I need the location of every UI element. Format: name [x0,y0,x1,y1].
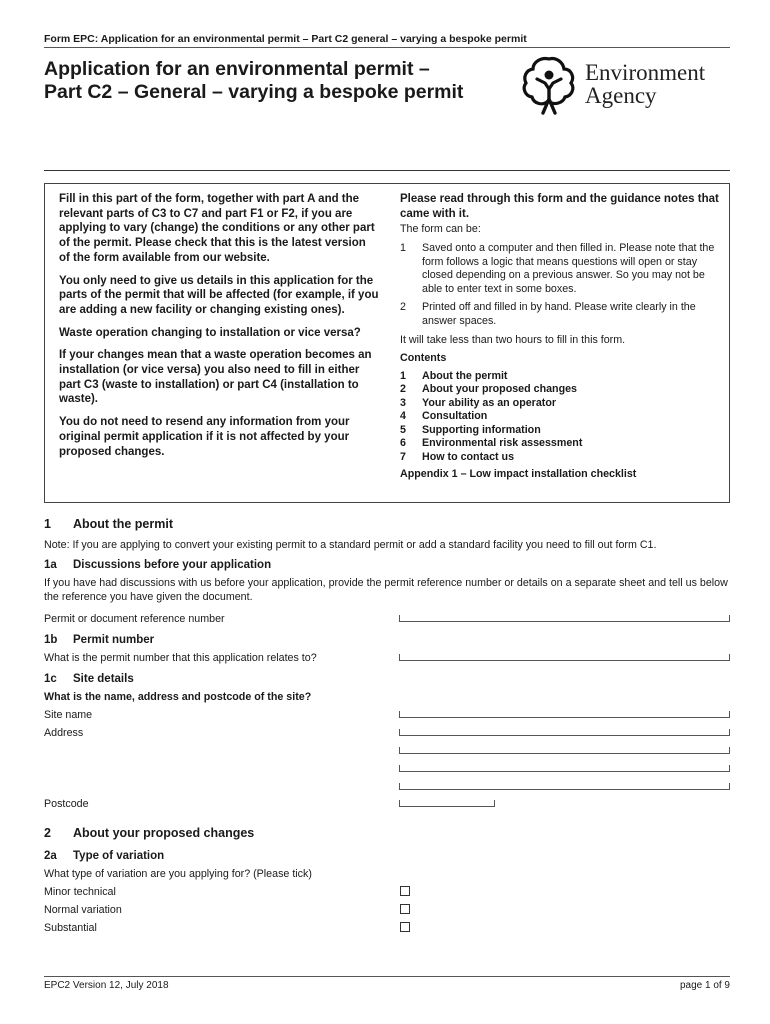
contents-item[interactable] [400,397,722,411]
contents-item-number: 6 [400,437,406,450]
contents-item-number: 4 [400,410,406,423]
tree-person-logo-icon [521,55,577,115]
footer-version: EPC2 Version 12, July 2018 [44,980,169,991]
section-title: About the permit [73,517,173,531]
address-field-line3[interactable] [399,765,730,772]
option-1 [400,242,722,296]
substantial-checkbox[interactable] [400,922,410,932]
contents-list [400,370,722,465]
contents-item-number: 1 [400,369,406,382]
contents-item-label: About your proposed changes [422,383,577,396]
intro-paragraph: If your changes mean that a waste operation becomes an installation (or vice versa) you also need to fill in either part C3 (waste to installation) or part C4 (installation to waste). [59,349,372,406]
option-2-text: Printed off and filled in by hand. Please write clearly in the answer spaces. [422,301,696,327]
address-field-line1[interactable] [399,729,730,736]
header-divider [44,47,730,48]
section-number: 2 [44,826,51,840]
contents-item-number: 2 [400,383,406,396]
contents-appendix[interactable]: Appendix 1 – Low impact installation checklist [400,468,637,481]
permit-number-field[interactable] [399,654,730,661]
substantial-label: Substantial [44,922,97,934]
section-2-heading [44,826,254,840]
section-1-note: Note: If you are applying to convert your existing permit to a standard permit or add a standard facility you need to fill out form C1. [44,539,657,551]
subsection-number: 1b [44,634,58,646]
section-number: 1 [44,517,51,531]
option-2-number: 2 [400,301,406,314]
logo-text-line2: Agency [585,83,657,108]
contents-item[interactable] [400,424,722,438]
intro-paragraph: Fill in this part of the form, together with part A and the relevant parts of C3 to C7 and part F1 or F2, if you are applying to vary (change) the conditions or any other part of the permit. Please check that this is the latest version of the form available from our website. [59,193,375,264]
subsection-number: 1c [44,673,57,685]
normal-variation-checkbox[interactable] [400,904,410,914]
page-title-line1: Application for an environmental permit – [44,58,430,80]
contents-item-number: 5 [400,423,406,436]
address-label: Address [44,727,84,739]
contents-item[interactable] [400,437,722,451]
contents-item-label: Your ability as an operator [422,396,557,409]
permit-number-label: What is the permit number that this application relates to? [44,652,317,664]
subsection-title: Site details [73,673,134,685]
intro-guidance [400,192,722,482]
contents-item-number: 3 [400,396,406,409]
time-estimate: It will take less than two hours to fill in this form. [400,333,626,346]
form-header: Form EPC: Application for an environmental permit – Part C2 general – varying a bespoke permit [44,33,527,45]
reference-number-label: Permit or document reference number [44,613,225,625]
normal-variation-label: Normal variation [44,904,122,916]
subsection-title: Discussions before your application [73,559,272,571]
section-title: About your proposed changes [73,826,255,840]
contents-item-label: Supporting information [422,423,541,436]
section-1-heading [44,517,173,531]
contents-item-label: About the permit [422,369,508,382]
reference-number-field[interactable] [399,615,730,622]
subsection-number: 2a [44,850,57,862]
section-2a-heading [44,850,164,862]
postcode-field[interactable] [399,800,495,807]
minor-technical-checkbox[interactable] [400,886,410,896]
contents-item[interactable] [400,451,722,465]
page-title [44,58,504,104]
contents-item[interactable] [400,370,722,384]
site-name-label: Site name [44,709,93,721]
address-field-line2[interactable] [399,747,730,754]
option-1-number: 1 [400,242,406,254]
logo-text-line1: Environment [585,60,706,85]
contents-title: Contents [400,352,447,365]
option-1-text: Saved onto a computer and then filled in. Please note that the form follows a logic that means questions will open or stay closed depending on a previous answer. So you may not be able to enter text in some boxes. [422,242,715,295]
contents-item[interactable] [400,410,722,424]
site-name-field[interactable] [399,711,730,718]
footer-page-number: page 1 of 9 [679,980,730,991]
contents-item-label: How to contact us [422,450,515,463]
form-can-be: The form can be: [400,223,481,236]
variation-type-question: What type of variation are you applying for? (Please tick) [44,868,312,880]
intro-paragraph: Waste operation changing to installation or vice versa? [59,326,361,339]
guidance-heading: Please read through this form and the guidance notes that came with it. [400,193,719,220]
subsection-title: Permit number [73,634,155,646]
section-1a-heading [44,559,271,571]
subsection-title: Type of variation [73,850,165,862]
section-1b-heading [44,634,154,646]
contents-item-label: Environmental risk assessment [422,437,583,450]
subsection-number: 1a [44,559,57,571]
contents-item-number: 7 [400,450,406,463]
intro-paragraph: You only need to give us details in this application for the parts of the permit that will be affected (for example, if you are adding a new facility or changing existing ones). [59,274,379,316]
section-1a-text: If you have had discussions with us before your application, provide the permit reference number or details on a separate sheet and tell us below the reference you have given the document. [44,577,728,603]
minor-technical-label: Minor technical [44,886,116,898]
address-field-line4[interactable] [399,783,730,790]
postcode-label: Postcode [44,798,89,810]
environment-agency-logo [521,55,736,115]
intro-paragraph: You do not need to resend any information from your original permit application if it is not affected by your proposed changes. [59,416,350,458]
page-title-line2: Part C2 – General – varying a bespoke permit [44,81,464,103]
footer-divider [44,976,730,977]
section-1c-heading [44,673,134,685]
contents-item-label: Consultation [422,410,488,423]
intro-box [44,183,730,503]
option-2 [400,301,722,328]
intro-instructions [59,192,379,467]
contents-item[interactable] [400,383,722,397]
site-details-question: What is the name, address and postcode of the site? [44,691,312,703]
title-divider [44,170,730,171]
logo-text [585,61,705,107]
